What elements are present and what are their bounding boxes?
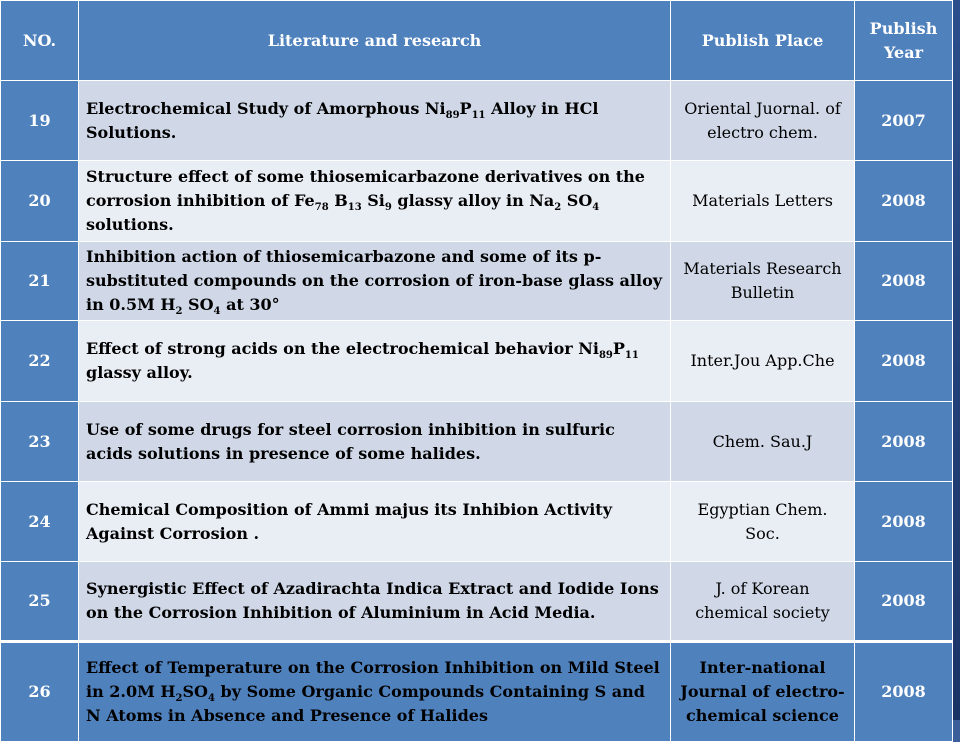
header-no: NO. [1, 1, 79, 81]
table-row [1, 81, 953, 161]
header-publish-year: Publish Year [855, 1, 953, 81]
row-number: 20 [1, 161, 79, 242]
publish-place: Inter.Jou App.Che [671, 321, 855, 402]
publish-place: Inter-national Journal of electro-chemical science [671, 642, 855, 742]
literature-title: Structure effect of some thiosemicarbazone derivatives on the corrosion inhibition of $Fe_{78}$ $B_{13}$ $Si_9$ glassy alloy in $Na_2$ $SO_4$ solutions. [79, 161, 671, 242]
publish-year: 2008 [855, 642, 953, 742]
row-number: 19 [1, 81, 79, 161]
publish-year: 2008 [855, 562, 953, 642]
table-row [1, 242, 953, 321]
row-number: 25 [1, 562, 79, 642]
publish-year: 2008 [855, 402, 953, 482]
publish-year: 2008 [855, 242, 953, 321]
row-number: 23 [1, 402, 79, 482]
literature-title: Effect of Temperature on the Corrosion Inhibition on Mild Steel in 2.0M $H_2SO_4$ by Some Organic Compounds Containing S and N Atoms in Absence and Presence of Halides [79, 642, 671, 742]
header-literature: Literature and research [79, 1, 671, 81]
literature-title: Effect of strong acids on the electrochemical behavior $Ni_{89}P_{11}$ glassy alloy. [79, 321, 671, 402]
row-number: 24 [1, 482, 79, 562]
publish-year: 2008 [855, 321, 953, 402]
literature-title: Inhibition action of thiosemicarbazone and some of its p-substituted compounds on the corrosion of iron-base glass alloy in 0.5M $H_2$ $SO_4$ at 30° [79, 242, 671, 321]
table-row [1, 161, 953, 242]
table-row [1, 482, 953, 562]
table-header-row [1, 1, 953, 81]
literature-title: Chemical Composition of Ammi majus its Inhibion Activity Against Corrosion . [79, 482, 671, 562]
publish-year: 2008 [855, 161, 953, 242]
publish-year: 2008 [855, 482, 953, 562]
publish-place: Egyptian Chem. Soc. [671, 482, 855, 562]
table-row [1, 402, 953, 482]
table-row [1, 642, 953, 742]
literature-title: Use of some drugs for steel corrosion inhibition in sulfuric acids solutions in presence of some halides. [79, 402, 671, 482]
publish-place: Materials Letters [671, 161, 855, 242]
publish-place: Oriental Juornal. of electro chem. [671, 81, 855, 161]
table-row [1, 321, 953, 402]
row-number: 26 [1, 642, 79, 742]
literature-title: Synergistic Effect of Azadirachta Indica Extract and Iodide Ions on the Corrosion Inhibition of Aluminium in Acid Media. [79, 562, 671, 642]
publish-place: J. of Korean chemical society [671, 562, 855, 642]
publish-year: 2007 [855, 81, 953, 161]
table-row [1, 562, 953, 642]
publish-place: Chem. Sau.J [671, 402, 855, 482]
row-number: 22 [1, 321, 79, 402]
row-number: 21 [1, 242, 79, 321]
header-publish-place: Publish Place [671, 1, 855, 81]
literature-title: Electrochemical Study of Amorphous $Ni_{89}P_{11}$ Alloy in HCl Solutions. [79, 81, 671, 161]
publish-place: Materials Research Bulletin [671, 242, 855, 321]
